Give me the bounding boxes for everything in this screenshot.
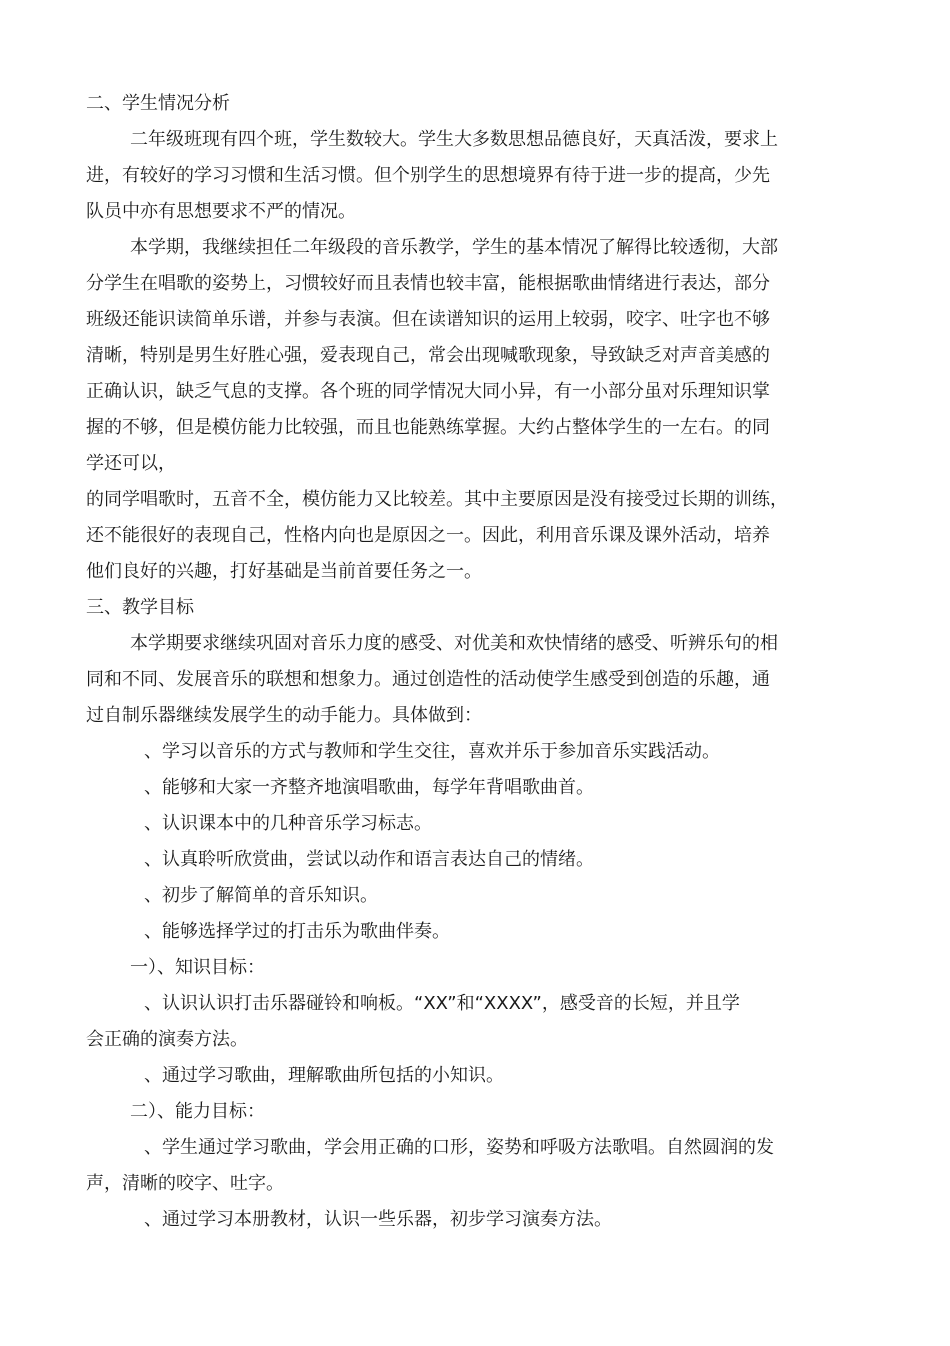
list-item-continuation: 会正确的演奏方法。 <box>86 1029 248 1050</box>
paragraph-line: 二年级班现有四个班，学生数较大。学生大多数思想品德良好，天真活泼，要求上 <box>130 129 778 150</box>
list-item: 、初步了解简单的音乐知识。 <box>144 885 378 906</box>
section-heading-teaching-goals: 三、教学目标 <box>86 597 194 618</box>
paragraph-line: 还不能很好的表现自己，性格内向也是原因之一。因此，利用音乐课及课外活动，培养 <box>86 525 770 546</box>
list-item: 、能够选择学过的打击乐为歌曲伴奏。 <box>144 921 450 942</box>
list-item: 、通过学习歌曲，理解歌曲所包括的小知识。 <box>144 1065 504 1086</box>
paragraph-line: 他们良好的兴趣，打好基础是当前首要任务之一。 <box>86 561 482 582</box>
paragraph-line: 同和不同、发展音乐的联想和想象力。通过创造性的活动使学生感受到创造的乐趣，通 <box>86 669 770 690</box>
section-heading-student-analysis: 二、学生情况分析 <box>86 93 230 114</box>
list-item: 、学生通过学习歌曲，学会用正确的口形，姿势和呼吸方法歌唱。自然圆润的发 <box>144 1137 774 1158</box>
document-body <box>86 86 866 1238</box>
paragraph-line: 正确认识，缺乏气息的支撑。各个班的同学情况大同小异，有一小部分虽对乐理知识掌 <box>86 381 770 402</box>
list-item: 、认真聆听欣赏曲，尝试以动作和语言表达自己的情绪。 <box>144 849 594 870</box>
paragraph-line: 清晰，特别是男生好胜心强，爱表现自己，常会出现喊歌现象，导致缺乏对声音美感的 <box>86 345 770 366</box>
paragraph-line: 班级还能识读简单乐谱，并参与表演。但在读谱知识的运用上较弱，咬字、吐字也不够 <box>86 309 770 330</box>
list-item: 、认识认识打击乐器碰铃和响板。“XX”和“XXXX”，感受音的长短，并且学 <box>144 993 740 1014</box>
subheading-ability-goals: 二）、能力目标： <box>130 1101 265 1122</box>
paragraph-line: 本学期要求继续巩固对音乐力度的感受、对优美和欢快情绪的感受、听辨乐句的相 <box>130 633 778 654</box>
paragraph-line: 握的不够，但是模仿能力比较强，而且也能熟练掌握。大约占整体学生的一左右。的同 <box>86 417 770 438</box>
paragraph-line: 队员中亦有思想要求不严的情况。 <box>86 201 356 222</box>
paragraph-line: 过自制乐器继续发展学生的动手能力。具体做到： <box>86 705 482 726</box>
list-item: 、学习以音乐的方式与教师和学生交往，喜欢并乐于参加音乐实践活动。 <box>144 741 720 762</box>
paragraph-line: 进，有较好的学习习惯和生活习惯。但个别学生的思想境界有待于进一步的提高，少先 <box>86 165 770 186</box>
paragraph-line: 分学生在唱歌的姿势上，习惯较好而且表情也较丰富，能根据歌曲情绪进行表达，部分 <box>86 273 770 294</box>
list-item-continuation: 声，清晰的咬字、吐字。 <box>86 1173 284 1194</box>
list-item: 、认识课本中的几种音乐学习标志。 <box>144 813 432 834</box>
paragraph-line: 的同学唱歌时，五音不全，模仿能力又比较差。其中主要原因是没有接受过长期的训练， <box>86 489 788 510</box>
list-item: 、能够和大家一齐整齐地演唱歌曲，每学年背唱歌曲首。 <box>144 777 594 798</box>
paragraph-line: 学还可以， <box>86 453 176 474</box>
subheading-knowledge-goals: 一）、知识目标： <box>130 957 265 978</box>
list-item: 、通过学习本册教材，认识一些乐器，初步学习演奏方法。 <box>144 1209 612 1230</box>
paragraph-line: 本学期，我继续担任二年级段的音乐教学，学生的基本情况了解得比较透彻，大部 <box>130 237 778 258</box>
